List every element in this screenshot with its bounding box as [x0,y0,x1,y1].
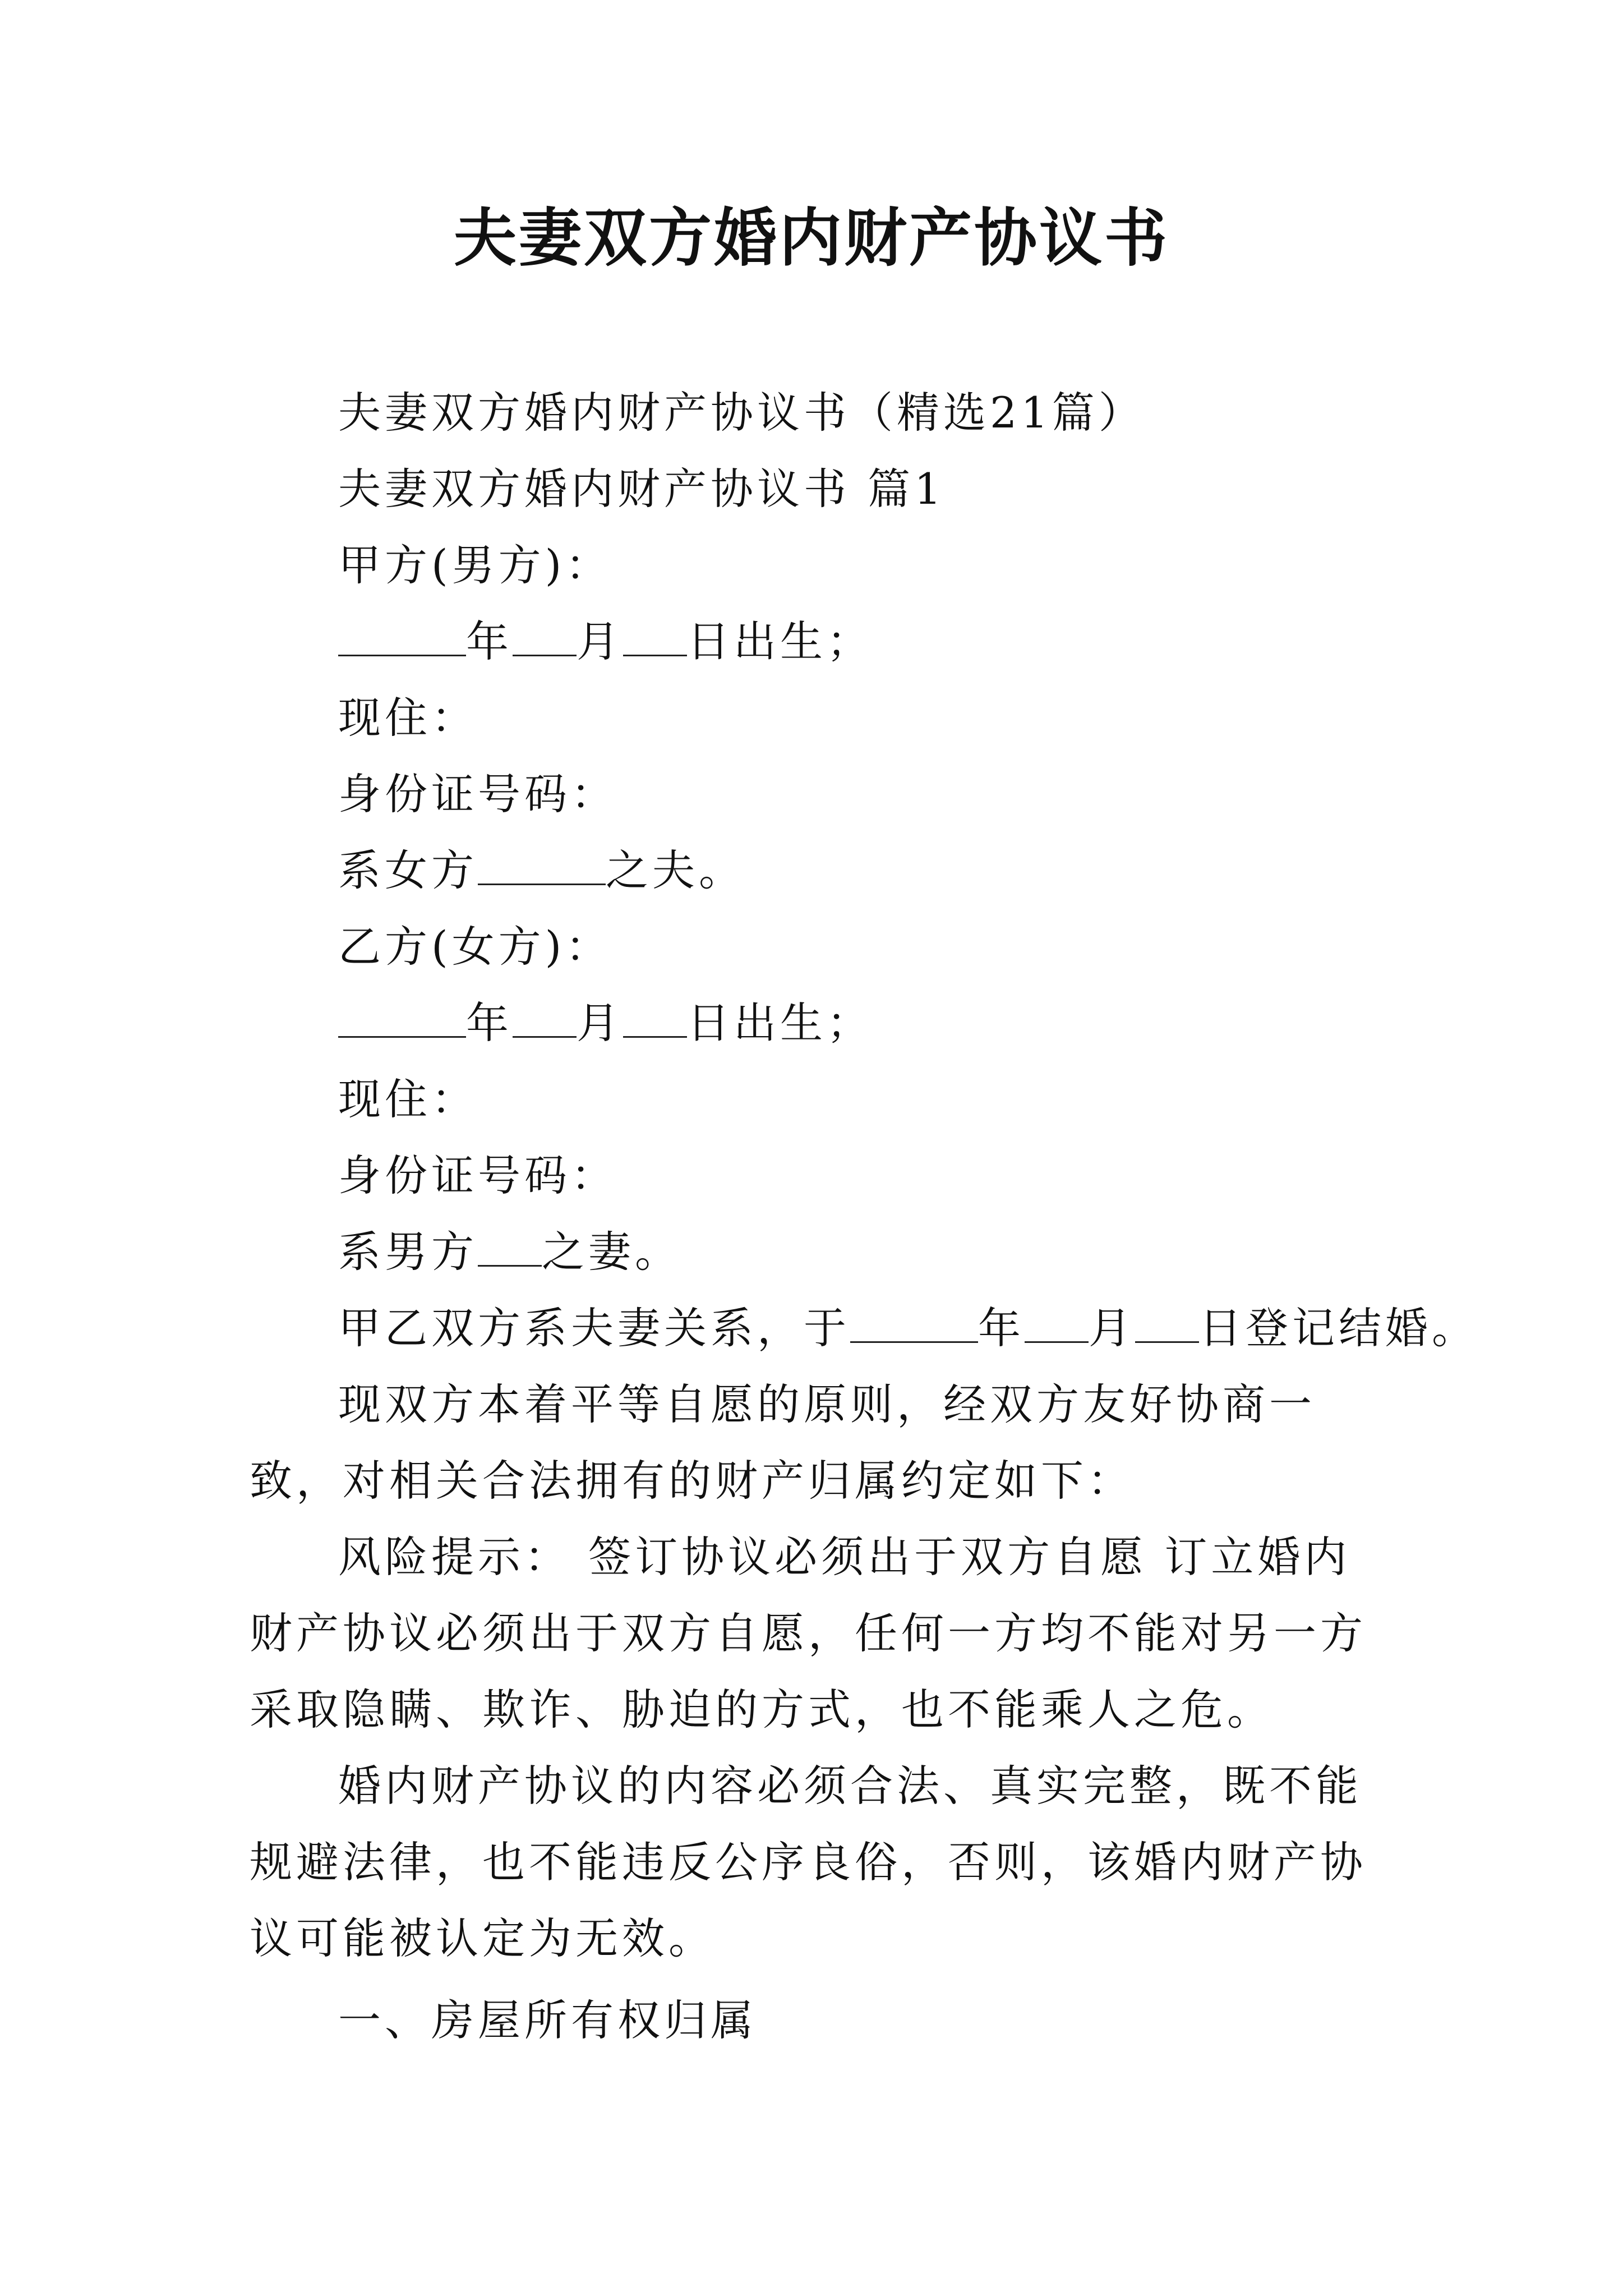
relation-suffix: 之妻。 [542,1227,681,1277]
party-a-label: 甲方(男方)： [338,540,612,590]
party-a-id-number: 身份证号码： [338,769,617,819]
subtitle: 夫妻双方婚内财产协议书（精选21篇） [338,388,1145,438]
day-suffix: 日出生； [687,998,873,1048]
month-suffix: 月 [577,616,623,666]
blank-field [1025,1306,1089,1343]
blank-field [850,1306,978,1343]
blank-field [623,1001,687,1038]
blank-field [338,1001,466,1038]
clause-heading-1: 一、房屋所有权归属 [338,1995,757,2045]
party-a-birth-line [250,604,1394,680]
section-heading: 夫妻双方婚内财产协议书 篇1 [338,464,946,514]
party-a-relation [250,832,1394,909]
blank-field [338,620,466,656]
month-suffix: 月 [577,998,623,1048]
party-b-residence: 现住： [338,1074,478,1124]
relation-prefix: 系男方 [338,1227,478,1277]
blank-field [478,1230,542,1267]
paragraph-legality: 婚内财产协议的内容必须合法、真实完整，既不能规避法律，也不能违反公序良俗，否则，该婚内财产协议可能被认定为无效。 [250,1761,1367,1963]
year-suffix: 年 [466,998,513,1048]
paragraph-risk-warning: 风险提示： 签订协议必须出于双方自愿 订立婚内财产协议必须出于双方自愿，任何一方均不能对另一方采取隐瞒、欺诈、胁迫的方式，也不能乘人之危。 [250,1532,1367,1734]
marriage-line [250,1290,1478,1366]
marriage-prefix: 甲乙双方系夫妻关系，于 [338,1303,850,1353]
blank-field [513,1001,577,1038]
day-suffix: 日出生； [687,616,873,666]
blank-field [478,849,606,885]
marriage-year-suffix: 年 [978,1303,1025,1353]
party-a-residence: 现住： [338,693,478,743]
document-body [250,375,1478,2059]
blank-field [623,620,687,656]
party-b-id-number: 身份证号码： [338,1151,617,1200]
party-b-label: 乙方(女方)： [338,922,612,972]
party-b-birth-line [250,985,1394,1061]
marriage-month-suffix: 月 [1089,1303,1135,1353]
document-title: 夫妻双方婚内财产协议书 [454,202,1169,275]
blank-field [513,620,577,656]
relation-prefix: 系女方 [338,845,478,895]
year-suffix: 年 [466,616,513,666]
party-b-relation [250,1214,1394,1290]
blank-field [1135,1306,1199,1343]
paragraph-agreement: 现双方本着平等自愿的原则，经双方友好协商一致，对相关合法拥有的财产归属约定如下： [250,1379,1316,1506]
relation-suffix: 之夫。 [606,845,745,895]
marriage-day-suffix: 日登记结婚。 [1199,1303,1478,1353]
